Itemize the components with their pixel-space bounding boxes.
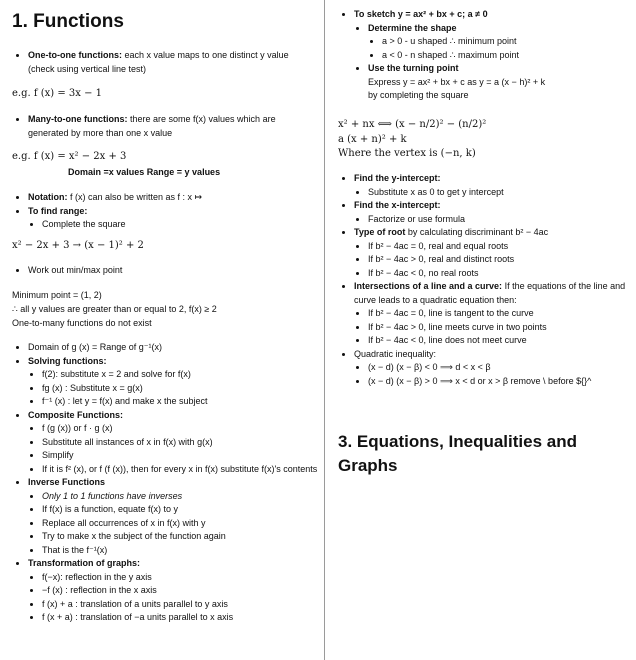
- intersect-text: If the equations of the line and curve leads to a quadratic equation then:: [354, 281, 626, 305]
- domain-range-def: Domain =x values Range = y values: [68, 167, 221, 177]
- vertex-form-eq: a (x + n)² + k: [338, 134, 407, 145]
- minimum-point: Minimum point = (1, 2): [12, 290, 102, 300]
- range-item: [28, 205, 313, 232]
- turning-label: Use the turning point: [368, 63, 459, 73]
- transform-sub-item: • −f (x) : reflection in the x axis: [42, 584, 328, 598]
- shape-sub-item: • a > 0 - u shaped ∴ minimum point: [382, 35, 636, 49]
- solving-sub-item: • f⁻¹ (x) : let y = f(x) and make x the subject: [42, 395, 328, 409]
- domain-range-item: • Domain of g (x) = Range of g⁻¹(x): [28, 341, 328, 355]
- quad-ineq-sub-item: • (x − d) (x − β) > 0 ⟹ x < d or x > β remove \ before ${}^: [368, 375, 636, 389]
- section-title-functions: 1. Functions: [12, 11, 124, 32]
- intersect-label: Intersections of a line and a curve:: [354, 281, 503, 291]
- sketch-label: To sketch y = ax² + bx + c; a ≠ 0: [354, 9, 488, 19]
- one-to-one-item: [28, 49, 313, 76]
- range-sub: • Complete the square: [42, 218, 313, 232]
- vertex-note: Where the vertex is (−n, k): [338, 148, 476, 159]
- notation-text: f (x) can also be written as f : x ↦: [70, 192, 203, 202]
- inverse-sub-item: • That is the f⁻¹(x): [42, 544, 328, 558]
- many-to-one-list: [12, 113, 313, 140]
- completing-square-eq: x² + nx ⟺ (x − n/2)² − (n/2)²: [338, 119, 487, 130]
- composite-sub-item: • If it is f² (x), or f (f (x)), then for every x in f(x) substitute f(x)'s contents: [42, 463, 328, 477]
- quad-ineq-label: Quadratic inequality:: [354, 348, 437, 359]
- inverse-label: Inverse Functions: [28, 477, 106, 487]
- solving-sub-item: • fg (x) : Substitute x = g(x): [42, 382, 328, 396]
- roots-sub-item: • If b² − 4ac > 0, real and distinct roots: [368, 253, 636, 267]
- solving-sub-item: • f(2): substitute x = 2 and solve for f(x): [42, 368, 328, 382]
- one-to-one-label: One-to-one functions:: [28, 50, 122, 60]
- roots-text: by calculating discriminant b² − 4ac: [407, 227, 549, 237]
- roots-sub-item: • If b² − 4ac = 0, real and equal roots: [368, 240, 636, 254]
- one-to-one-text: each x value maps to one distinct y value (check using vertical line test): [28, 50, 289, 74]
- sketch-list: [338, 8, 636, 103]
- roots-item: [354, 226, 636, 280]
- transform-sub-item: • f (x) + a : translation of a units parallel to y axis: [42, 598, 328, 612]
- composite-sub-item: • Substitute all instances of x in f(x) with g(x): [42, 436, 328, 450]
- solving-label: Solving functions:: [28, 355, 107, 366]
- x-intercept-item: [354, 199, 636, 226]
- roots-sub-item: • If b² − 4ac < 0, no real roots: [368, 267, 636, 281]
- notation-label: Notation:: [28, 192, 68, 202]
- solving-item: [28, 355, 328, 409]
- minmax-list: [12, 264, 122, 278]
- roots-label: Type of root: [354, 227, 406, 237]
- x-intercept-sub: • Factorize or use formula: [368, 213, 636, 227]
- transform-sub-item: • f(−x): reflection in the y axis: [42, 571, 328, 585]
- one-to-one-list: [12, 49, 313, 76]
- notation-item: [28, 191, 313, 205]
- inverse-item: [28, 476, 328, 557]
- composite-sub-item: • f (g (x)) or f · g (x): [42, 422, 328, 436]
- section-title-equations: 3. Equations, Inequalities and Graphs: [338, 432, 577, 475]
- graph-steps-list: [338, 172, 636, 388]
- intersect-item: [354, 280, 636, 348]
- functions-main-list: [12, 341, 328, 625]
- many-to-one-text: there are some f(x) values which are generated by more than one x value: [28, 114, 276, 138]
- intersect-sub-item: • If b² − 4ac > 0, line meets curve in two points: [368, 321, 636, 335]
- minmax-item: • Work out min/max point: [28, 264, 122, 278]
- quad-ineq-sub-item: • (x − d) (x − β) < 0 ⟹ d < x < β: [368, 361, 636, 375]
- turning-item: [368, 62, 636, 103]
- quad-ineq-item: [354, 348, 636, 389]
- shape-sub-item: • a < 0 - n shaped ∴ maximum point: [382, 49, 636, 63]
- composite-sub-item: • Simplify: [42, 449, 328, 463]
- turning-text-2: by completing the square: [368, 90, 469, 100]
- intersect-sub-item: • If b² − 4ac < 0, line does not meet curve: [368, 334, 636, 348]
- turning-text-1: Express y = ax² + bx + c as y = a (x − h)² + k: [368, 76, 546, 87]
- y-intercept-item: [354, 172, 636, 199]
- sketch-item: [354, 8, 636, 103]
- example-2: e.g. f (x) = x² − 2x + 3: [12, 151, 127, 162]
- intersect-sub-item: • If b² − 4ac = 0, line is tangent to the curve: [368, 307, 636, 321]
- all-y-values: ∴ all y values are greater than or equal to 2, f(x) ≥ 2: [12, 304, 217, 314]
- square-equation: x² − 2x + 3 → (x − 1)² + 2: [12, 240, 144, 251]
- composite-label: Composite Functions:: [28, 409, 123, 420]
- y-intercept-sub: • Substitute x as 0 to get y intercept: [368, 186, 636, 200]
- x-intercept-label: Find the x-intercept:: [354, 200, 441, 210]
- inverse-sub-item: • Try to make x the subject of the function again: [42, 530, 328, 544]
- notation-list: [12, 191, 313, 232]
- one-to-many-note: One-to-many functions do not exist: [12, 318, 152, 328]
- inverse-sub-item: • Only 1 to 1 functions have inverses: [42, 490, 328, 504]
- shape-label: Determine the shape: [368, 22, 457, 33]
- y-intercept-label: Find the y-intercept:: [354, 173, 441, 183]
- transform-label: Transformation of graphs:: [28, 558, 141, 568]
- transform-sub-item: • f (x + a) : translation of −a units parallel to x axis: [42, 611, 328, 625]
- transform-item: [28, 557, 328, 625]
- range-label: To find range:: [28, 205, 88, 216]
- composite-item: [28, 409, 328, 477]
- inverse-sub-item: • If f(x) is a function, equate f(x) to y: [42, 503, 328, 517]
- shape-item: [368, 22, 636, 63]
- many-to-one-label: Many-to-one functions:: [28, 114, 128, 124]
- many-to-one-item: [28, 113, 313, 140]
- inverse-sub-item: • Replace all occurrences of x in f(x) with y: [42, 517, 328, 531]
- example-1: e.g. f (x) = 3x − 1: [12, 88, 103, 99]
